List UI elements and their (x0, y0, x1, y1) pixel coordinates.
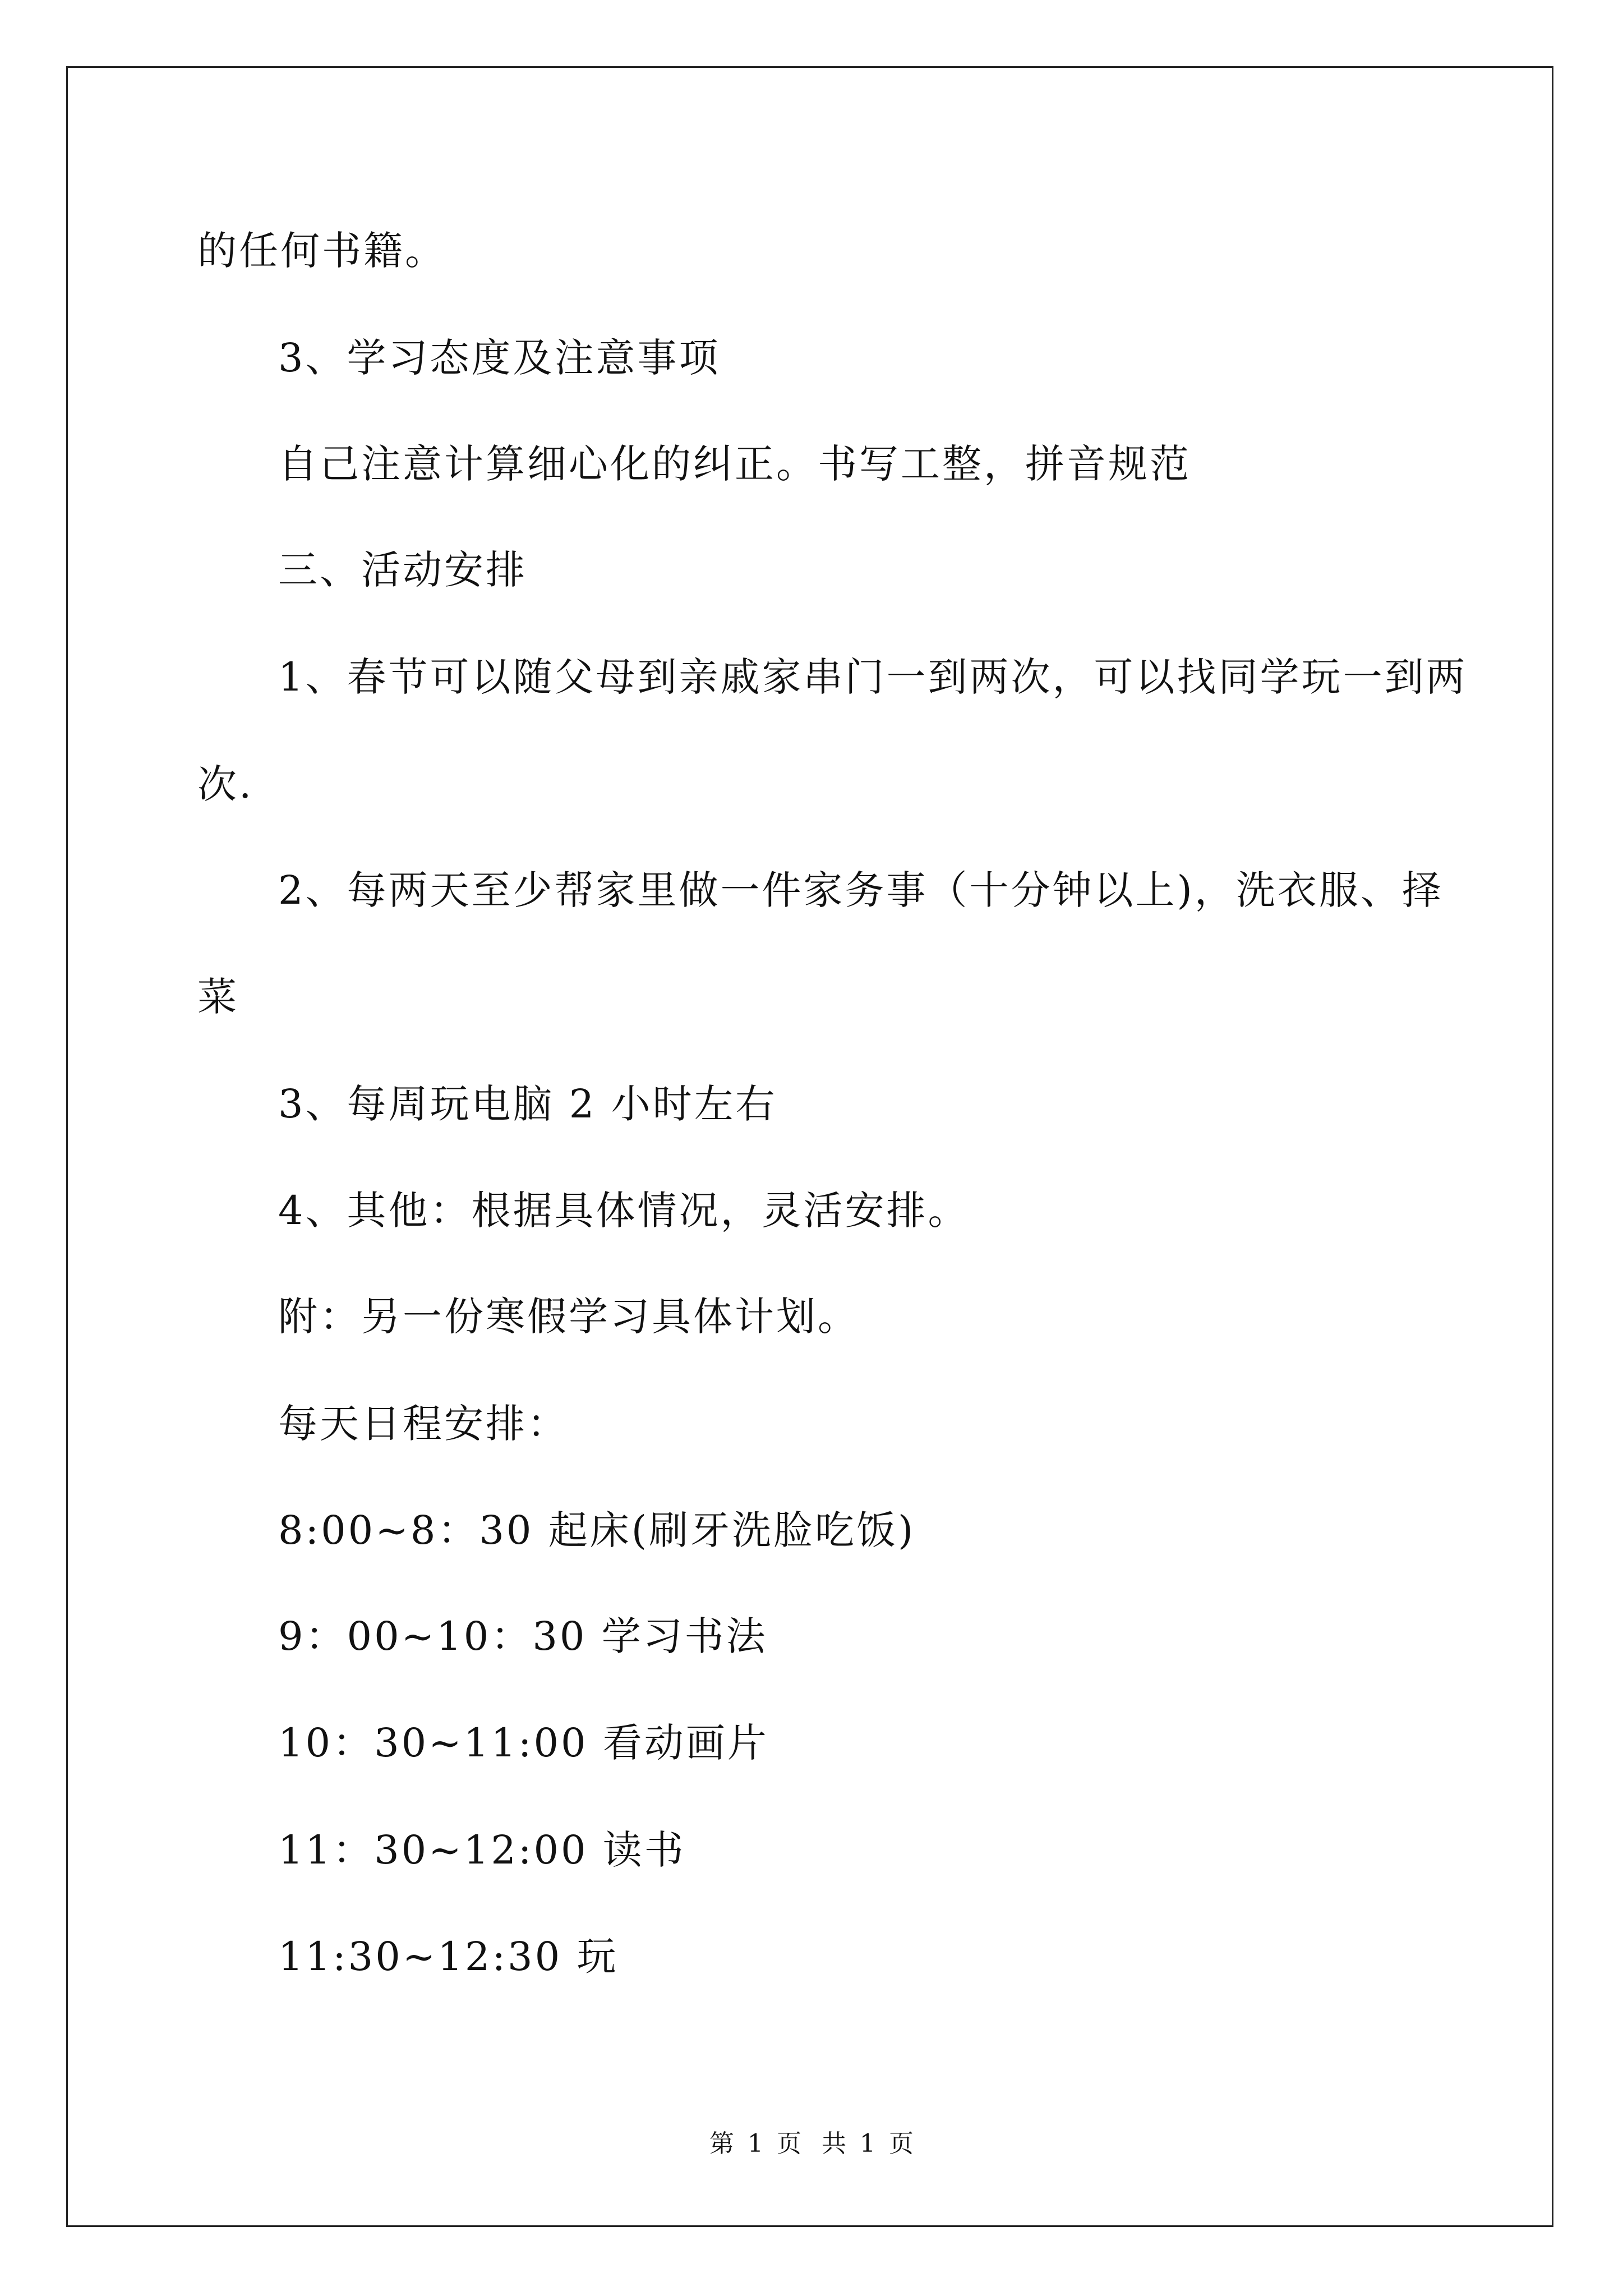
text-line: 的任何书籍。 (197, 228, 446, 274)
text-line: 3、学习态度及注意事项 (278, 335, 721, 381)
text-line: 菜 (197, 974, 239, 1020)
text-line: 4、其他：根据具体情况，灵活安排。 (278, 1188, 970, 1234)
text-line: 9：00~10：30 学习书法 (278, 1613, 768, 1659)
text-line: 次. (197, 761, 254, 807)
text-line: 11:30~12:30 玩 (278, 1934, 619, 1980)
text-line: 10：30~11:00 看动画片 (278, 1720, 769, 1766)
page-total: 共 1 页 (822, 2129, 914, 2158)
text-line: 2、每两天至少帮家里做一件家务事（十分钟以上)，洗衣服、择 (278, 867, 1444, 913)
text-line: 每天日程安排： (278, 1401, 569, 1447)
text-line: 附：另一份寒假学习具体计划。 (278, 1294, 859, 1340)
page-footer (0, 2127, 1623, 2161)
page-number: 第 1 页 (709, 2129, 801, 2158)
text-line: 1、春节可以随父母到亲戚家串门一到两次，可以找同学玩一到两 (278, 654, 1468, 700)
page-border (66, 66, 1553, 2227)
text-line: 三、活动安排 (278, 547, 527, 593)
text-line: 11：30~12:00 读书 (278, 1827, 686, 1873)
text-line: 8:00~8：30 起床(刷牙洗脸吃饭) (278, 1507, 916, 1553)
text-line: 自己注意计算细心化的纠正。书写工整，拼音规范 (278, 441, 1191, 487)
text-line: 3、每周玩电脑 2 小时左右 (278, 1081, 777, 1127)
